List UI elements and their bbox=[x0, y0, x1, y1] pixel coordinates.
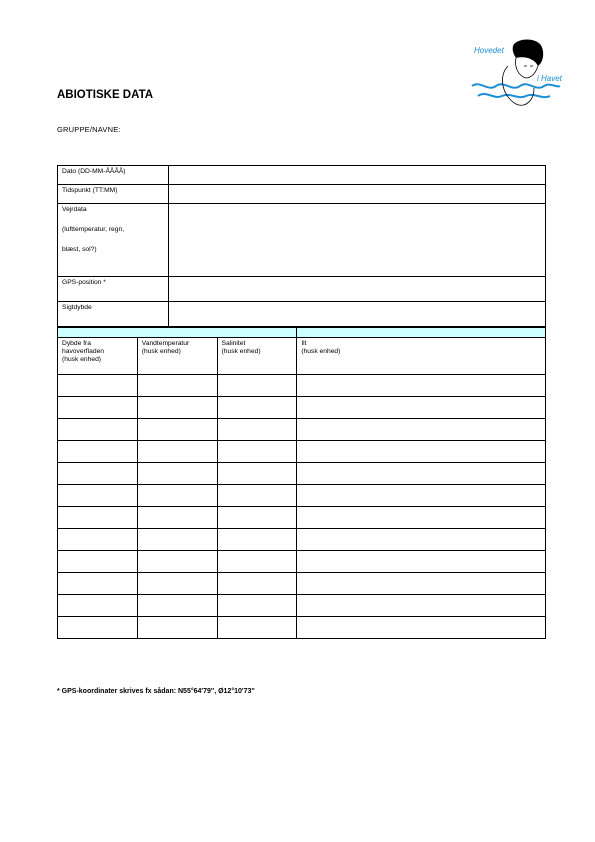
cell-watertemp[interactable] bbox=[137, 441, 217, 463]
cell-salinity[interactable] bbox=[217, 419, 297, 441]
cell-watertemp[interactable] bbox=[137, 463, 217, 485]
table-row bbox=[58, 375, 546, 397]
cell-depth[interactable] bbox=[58, 573, 138, 595]
cell-oxygen[interactable] bbox=[297, 441, 546, 463]
cell-watertemp[interactable] bbox=[137, 573, 217, 595]
cell-watertemp[interactable] bbox=[137, 375, 217, 397]
cell-oxygen[interactable] bbox=[297, 529, 546, 551]
secchi-field[interactable] bbox=[169, 302, 546, 327]
cell-salinity[interactable] bbox=[217, 485, 297, 507]
logo-text-hovedet: Hovedet bbox=[474, 46, 504, 55]
band-cell-left bbox=[58, 328, 297, 338]
col-watertemp-line2: (husk enhed) bbox=[141, 348, 181, 356]
cell-oxygen[interactable] bbox=[297, 485, 546, 507]
cell-depth[interactable] bbox=[58, 397, 138, 419]
col-depth-header bbox=[58, 338, 138, 375]
time-label: Tidspunkt (TT:MM) bbox=[58, 185, 169, 204]
col-oxygen-header bbox=[297, 338, 546, 375]
cell-salinity[interactable] bbox=[217, 463, 297, 485]
cell-watertemp[interactable] bbox=[137, 595, 217, 617]
cell-oxygen[interactable] bbox=[297, 617, 546, 639]
cell-watertemp[interactable] bbox=[137, 485, 217, 507]
col-watertemp-header bbox=[137, 338, 217, 375]
page-title: ABIOTISKE DATA bbox=[57, 89, 154, 101]
hovedet-i-havet-logo bbox=[468, 36, 564, 110]
date-row bbox=[58, 166, 546, 185]
gps-field[interactable] bbox=[169, 277, 546, 302]
cell-salinity[interactable] bbox=[217, 595, 297, 617]
table-row bbox=[58, 617, 546, 639]
measurement-table bbox=[57, 327, 546, 639]
weather-label: Vejrdata bbox=[62, 206, 87, 213]
weather-label-cell bbox=[58, 204, 169, 277]
col-depth-line1: Dybde fra bbox=[62, 340, 91, 347]
cell-depth[interactable] bbox=[58, 551, 138, 573]
cell-oxygen[interactable] bbox=[297, 595, 546, 617]
table-row bbox=[58, 485, 546, 507]
gps-footnote: * GPS-koordinater skrives fx sådan: N55°64'79'', Ø12°10'73'' bbox=[57, 688, 255, 695]
col-salinity-line1: Salinitet bbox=[221, 340, 246, 347]
gps-label: GPS-position * bbox=[58, 277, 169, 302]
secchi-row bbox=[58, 302, 546, 327]
col-watertemp-line1: Vandtemperatur bbox=[141, 340, 190, 347]
gps-row bbox=[58, 277, 546, 302]
col-oxygen-line2: (husk enhed) bbox=[301, 348, 341, 356]
weather-row bbox=[58, 204, 546, 277]
date-field[interactable] bbox=[169, 166, 546, 185]
secchi-label: Sigtdybde bbox=[58, 302, 169, 327]
cell-salinity[interactable] bbox=[217, 441, 297, 463]
table-row bbox=[58, 551, 546, 573]
cell-salinity[interactable] bbox=[217, 507, 297, 529]
cell-watertemp[interactable] bbox=[137, 551, 217, 573]
cell-oxygen[interactable] bbox=[297, 397, 546, 419]
cell-depth[interactable] bbox=[58, 617, 138, 639]
cell-depth[interactable] bbox=[58, 529, 138, 551]
cell-oxygen[interactable] bbox=[297, 463, 546, 485]
table-row bbox=[58, 529, 546, 551]
table-row bbox=[58, 397, 546, 419]
data-rows bbox=[58, 375, 546, 639]
band-cell-right bbox=[297, 328, 546, 338]
cell-salinity[interactable] bbox=[217, 397, 297, 419]
cell-oxygen[interactable] bbox=[297, 419, 546, 441]
weather-sub1: (lufttemperatur, regn, bbox=[62, 226, 125, 234]
date-label: Dato (DD-MM-ÅÅÅÅ) bbox=[58, 166, 169, 185]
cell-oxygen[interactable] bbox=[297, 551, 546, 573]
table-row bbox=[58, 463, 546, 485]
cell-depth[interactable] bbox=[58, 485, 138, 507]
time-field[interactable] bbox=[169, 185, 546, 204]
cell-oxygen[interactable] bbox=[297, 573, 546, 595]
cell-depth[interactable] bbox=[58, 419, 138, 441]
table-row bbox=[58, 595, 546, 617]
weather-sub2: blæst, sol?) bbox=[62, 246, 97, 254]
cell-depth[interactable] bbox=[58, 375, 138, 397]
cell-oxygen[interactable] bbox=[297, 507, 546, 529]
time-row bbox=[58, 185, 546, 204]
cell-watertemp[interactable] bbox=[137, 617, 217, 639]
cell-depth[interactable] bbox=[58, 595, 138, 617]
col-depth-line3: (husk enhed) bbox=[62, 356, 102, 364]
cell-watertemp[interactable] bbox=[137, 419, 217, 441]
col-oxygen-line1: Ilt bbox=[301, 340, 307, 347]
weather-field[interactable] bbox=[169, 204, 546, 277]
col-depth-line2: havoverfladen bbox=[62, 348, 105, 356]
col-salinity-header bbox=[217, 338, 297, 375]
cell-depth[interactable] bbox=[58, 507, 138, 529]
cell-watertemp[interactable] bbox=[137, 507, 217, 529]
cell-depth[interactable] bbox=[58, 441, 138, 463]
table-row bbox=[58, 507, 546, 529]
info-table bbox=[57, 165, 546, 327]
band-row bbox=[58, 328, 546, 338]
cell-depth[interactable] bbox=[58, 463, 138, 485]
col-salinity-line2: (husk enhed) bbox=[221, 348, 261, 356]
cell-salinity[interactable] bbox=[217, 551, 297, 573]
table-row bbox=[58, 419, 546, 441]
cell-oxygen[interactable] bbox=[297, 375, 546, 397]
cell-watertemp[interactable] bbox=[137, 397, 217, 419]
cell-salinity[interactable] bbox=[217, 573, 297, 595]
table-row bbox=[58, 573, 546, 595]
cell-salinity[interactable] bbox=[217, 617, 297, 639]
logo-text-i-havet: i Havet bbox=[537, 74, 562, 83]
cell-watertemp[interactable] bbox=[137, 529, 217, 551]
table-row bbox=[58, 441, 546, 463]
header-row bbox=[58, 338, 546, 375]
cell-salinity[interactable] bbox=[217, 529, 297, 551]
group-names-label: GRUPPE/NAVNE: bbox=[57, 125, 121, 134]
cell-salinity[interactable] bbox=[217, 375, 297, 397]
